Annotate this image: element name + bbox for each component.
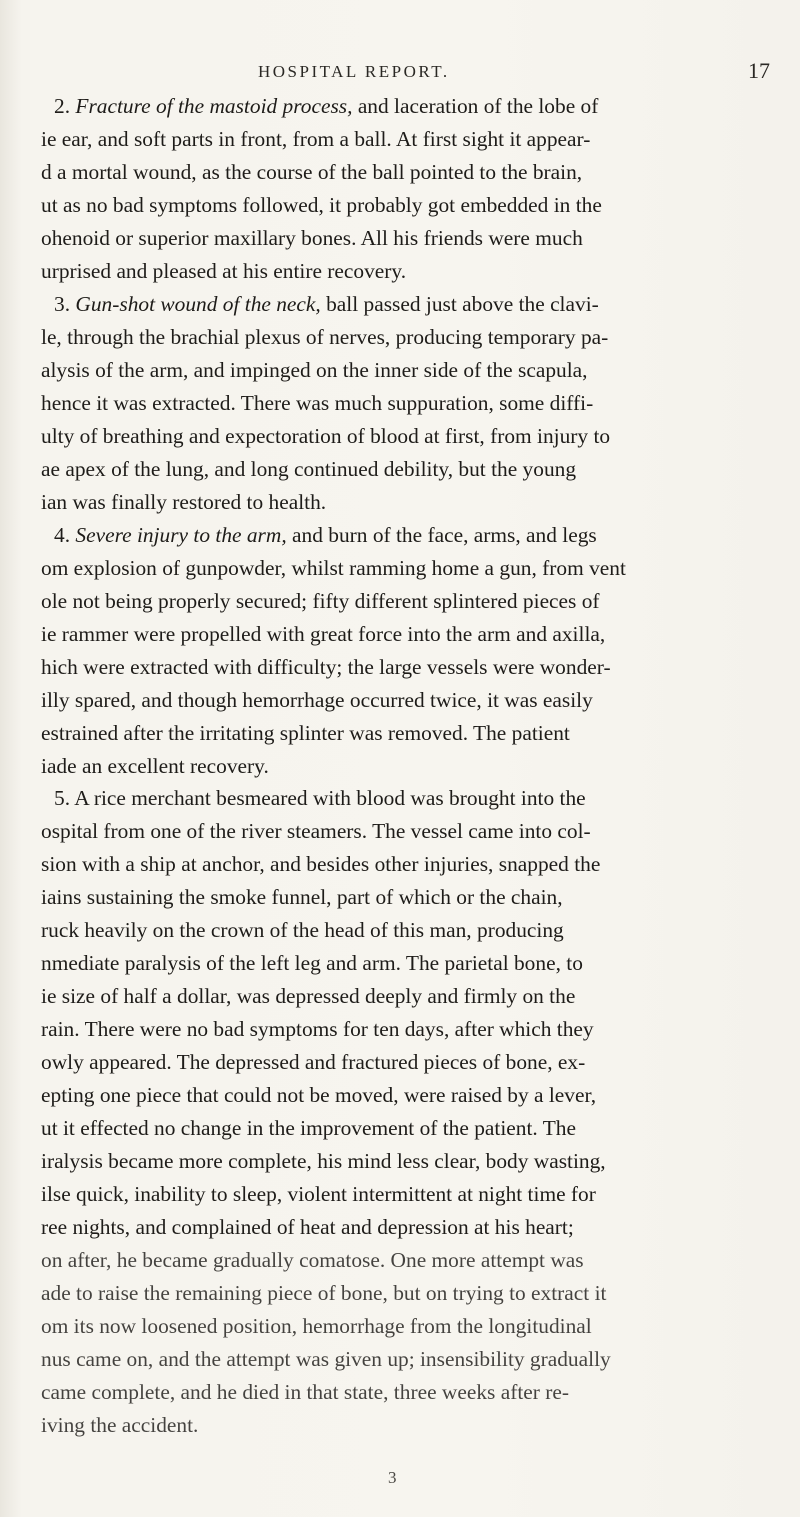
text-line: ohenoid or superior maxillary bones. All his friends were much <box>41 225 583 250</box>
text-line: hich were extracted with difficulty; the large vessels were wonder- <box>41 654 611 679</box>
text-line: le, through the brachial plexus of nerves, producing temporary pa- <box>41 324 609 349</box>
paragraph-2-first-line <box>54 88 598 124</box>
text-line: rain. There were no bad symptoms for ten days, after which they <box>41 1017 594 1042</box>
text-line: iade an excellent recovery. <box>41 753 269 778</box>
paragraph-number: 5. <box>54 786 71 811</box>
text-line: ole not being properly secured; fifty different splintered pieces of <box>41 588 600 613</box>
text-line: estrained after the irritating splinter was removed. The patient <box>41 720 570 745</box>
paragraph-title: Severe injury to the arm, <box>75 522 287 547</box>
text-line: urprised and pleased at his entire recovery. <box>41 258 407 283</box>
text-line: nus came on, and the attempt was given up; insensibility gradually <box>41 1347 611 1372</box>
text-line: ie ear, and soft parts in front, from a ball. At first sight it appear- <box>41 126 591 151</box>
paragraph-number: 2. <box>54 94 71 118</box>
text-line: alysis of the arm, and impinged on the inner side of the scapula, <box>41 357 588 382</box>
text-line: on after, he became gradually comatose. One more attempt was <box>41 1248 584 1273</box>
text-line: ie size of half a dollar, was depressed deeply and firmly on the <box>41 984 576 1009</box>
text-line: om explosion of gunpowder, whilst ramming home a gun, from vent <box>41 555 626 580</box>
text-line: came complete, and he died in that state, three weeks after re- <box>41 1380 569 1405</box>
text-line: epting one piece that could not be moved, were raised by a lever, <box>41 1083 597 1108</box>
running-header <box>0 58 800 88</box>
paragraph-3-first-line <box>54 286 599 322</box>
text-line: ulty of breathing and expectoration of blood at first, from injury to <box>41 423 611 448</box>
paragraph-number: 3. <box>54 291 71 316</box>
text-line: iving the accident. <box>41 1413 199 1438</box>
paragraph-number: 4. <box>54 522 71 547</box>
text-line: ae apex of the lung, and long continued debility, but the young <box>41 456 577 481</box>
text-line: om its now loosened position, hemorrhage from the longitudinal <box>41 1314 592 1339</box>
text-line: ian was finally restored to health. <box>41 489 327 514</box>
text-line: ilse quick, inability to sleep, violent intermittent at night time for <box>41 1182 596 1207</box>
text-line: ruck heavily on the crown of the head of this man, producing <box>41 918 564 943</box>
text-line: A rice merchant besmeared with blood was brought into the <box>70 786 586 811</box>
text-line: ut it effected no change in the improvement of the patient. The <box>41 1116 576 1141</box>
text-line: ree nights, and complained of heat and depression at his heart; <box>41 1215 574 1240</box>
text-line: and laceration of the lobe of <box>352 94 599 118</box>
text-line: ut as no bad symptoms followed, it probably got embedded in the <box>41 192 602 217</box>
text-line: nmediate paralysis of the left leg and arm. The parietal bone, to <box>41 951 583 976</box>
text-line: ie rammer were propelled with great force into the arm and axilla, <box>41 621 606 646</box>
text-line: ball passed just above the clavi- <box>320 291 599 316</box>
paragraph-title: Gun-shot wound of the neck, <box>75 291 321 316</box>
page-number: 17 <box>748 58 770 83</box>
text-line: illy spared, and though hemorrhage occurred twice, it was easily <box>41 687 593 712</box>
paragraph-4-first-line <box>54 517 597 553</box>
text-line: hence it was extracted. There was much suppuration, some diffi- <box>41 390 594 415</box>
text-line: iralysis became more complete, his mind less clear, body wasting, <box>41 1149 606 1174</box>
text-line: sion with a ship at anchor, and besides other injuries, snapped the <box>41 852 601 877</box>
text-line: ospital from one of the river steamers. The vessel came into col- <box>41 819 591 844</box>
paragraph-title: Fracture of the mastoid process, <box>75 94 353 118</box>
running-title: HOSPITAL REPORT. <box>258 62 450 81</box>
paragraph-5-first-line <box>54 780 586 816</box>
text-line: d a mortal wound, as the course of the ball pointed to the brain, <box>41 159 583 184</box>
text-line: and burn of the face, arms, and legs <box>286 522 597 547</box>
text-line: owly appeared. The depressed and fractured pieces of bone, ex- <box>41 1050 586 1075</box>
text-line: ade to raise the remaining piece of bone, but on trying to extract it <box>41 1281 607 1306</box>
signature-mark: 3 <box>388 1468 397 1487</box>
text-line: iains sustaining the smoke funnel, part of which or the chain, <box>41 885 563 910</box>
